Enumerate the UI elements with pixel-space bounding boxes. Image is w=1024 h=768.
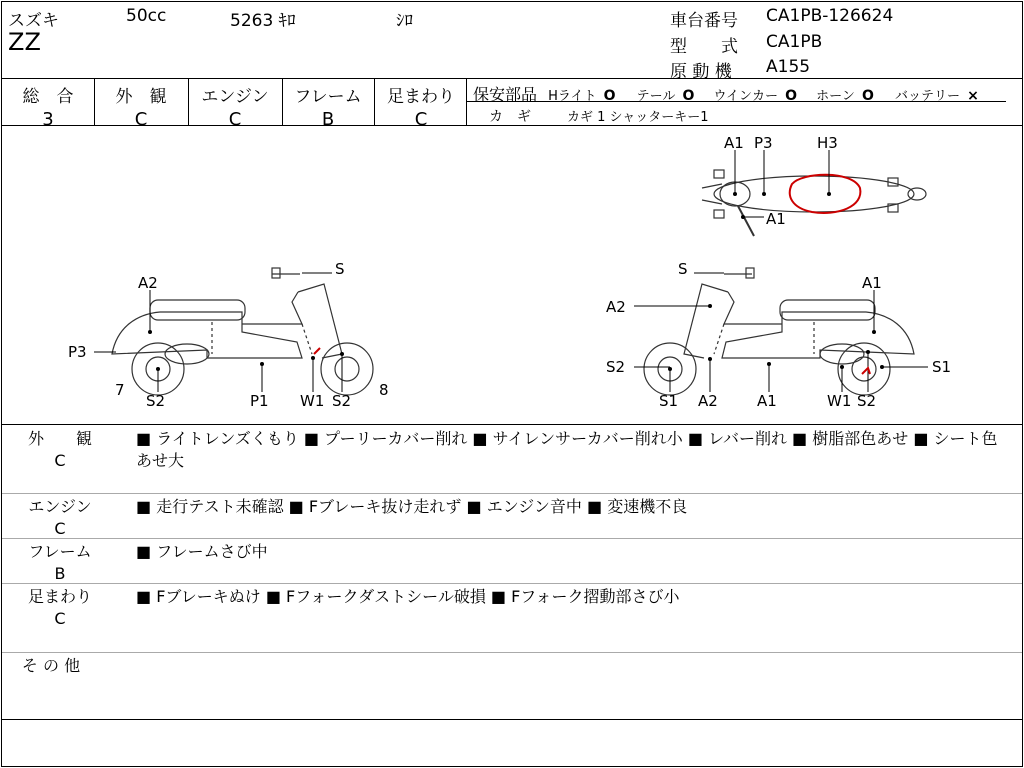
label-p1: P1 [250, 392, 269, 410]
frame-label: フレーム [28, 542, 92, 561]
label-a2: A2 [606, 298, 626, 316]
divider [282, 78, 283, 126]
divider [2, 652, 1022, 653]
taillight-label: テール [636, 89, 676, 104]
label-s: S [335, 260, 345, 278]
scooter-top-view [702, 170, 926, 236]
label-s2: S2 [146, 392, 166, 410]
damage-mark [790, 175, 861, 213]
leader-lines [735, 150, 829, 217]
headlight-label: Hライト [548, 89, 597, 104]
grade-engine-label: エンジン [201, 87, 269, 107]
label-w1: W1 [300, 392, 325, 410]
engine-grade: C [54, 519, 66, 538]
grade-frame-value: B [321, 109, 335, 130]
damage-mark [862, 368, 870, 374]
grade-suspension [378, 82, 464, 130]
key-value: カギ 1 シャッターキー1 [567, 110, 709, 125]
label-s1: S1 [932, 358, 952, 376]
label-s1: S1 [659, 392, 679, 410]
grade-suspension-label: 足まわり [387, 87, 455, 107]
engine-label: 原 動 機 [670, 62, 732, 82]
frame-no: CA1PB-126624 [766, 6, 894, 26]
frame-notes: ■ フレームさび中 [136, 542, 268, 561]
exterior-grade: C [54, 451, 66, 470]
horn-ok-mark: O [862, 88, 874, 104]
marker-dots [668, 304, 884, 371]
exterior-label: 外 観 [27, 429, 92, 448]
label-a1: A1 [724, 134, 744, 152]
battery-ng-mark: × [967, 88, 979, 104]
divider [188, 78, 189, 126]
divider [2, 583, 1022, 584]
model-name: ZZ [8, 28, 41, 56]
exterior-notes: ■ ライトレンズくもり ■ プーリーカバー削れ ■ サイレンサーカバー削れ小 ■ レバー削れ ■ 樹脂部色あせ ■ シート色あせ大 [136, 429, 998, 470]
divider [2, 78, 1022, 79]
label-s: S [678, 260, 688, 278]
label-a1: A1 [766, 210, 786, 228]
mileage: 5263 ｷﾛ [230, 11, 296, 31]
grade-engine [192, 82, 278, 130]
grade-frame [285, 82, 371, 130]
type-value: CA1PB [766, 32, 823, 52]
divider [466, 78, 467, 126]
label-a2: A2 [698, 392, 718, 410]
other-section-label: そ の 他 [21, 656, 81, 675]
divider [2, 424, 1022, 425]
grade-exterior [98, 82, 184, 130]
type-label: 型 式 [670, 37, 738, 57]
safety-label: 保安部品 [473, 85, 538, 104]
safety-parts-row [473, 82, 979, 105]
battery-label: バッテリー [895, 89, 961, 104]
engine-notes: ■ 走行テスト未確認 ■ Fブレーキ抜け走れず ■ エンジン音中 ■ 変速機不良 [136, 497, 688, 516]
label-s2: S2 [857, 392, 877, 410]
headlight-ok-mark: O [603, 88, 616, 104]
damage-mark [314, 348, 320, 354]
winker-label: ウインカー [713, 89, 779, 104]
taillight-ok-mark: O [682, 88, 695, 104]
suspension-label: 足まわり [27, 587, 92, 606]
label-w1: W1 [827, 392, 852, 410]
frame-section-label [2, 541, 118, 585]
label-a1: A1 [862, 274, 882, 292]
divider [94, 78, 95, 126]
divider [2, 538, 1022, 539]
grade-total [5, 82, 91, 130]
divider [2, 719, 1022, 720]
grade-exterior-label: 外 観 [115, 87, 167, 107]
suspension-grade: C [54, 609, 66, 628]
label-7: 7 [115, 381, 125, 399]
marker-dots [148, 330, 344, 371]
winker-ok-mark: O [785, 88, 798, 104]
color: ｼﾛ [396, 11, 413, 31]
label-s2: S2 [606, 358, 626, 376]
label-h3: H3 [817, 134, 838, 152]
label-p3: P3 [68, 343, 87, 361]
inspection-sheet [1, 1, 1023, 767]
label-8: 8 [379, 381, 389, 399]
key-label: カ ギ [489, 109, 531, 125]
grade-engine-value: C [228, 109, 242, 130]
horn-label: ホーン [816, 89, 855, 104]
suspension-notes: ■ Fブレーキぬけ ■ Fフォークダストシール破損 ■ Fフォーク摺動部さび小 [136, 587, 680, 606]
grade-frame-label: フレーム [294, 87, 362, 107]
engine-section-label [2, 496, 118, 540]
engine-value: A155 [766, 57, 811, 77]
displacement: 50cc [126, 6, 167, 26]
frame-no-label: 車台番号 [670, 11, 738, 31]
label-s2: S2 [332, 392, 352, 410]
scooter-diagram [2, 126, 1024, 424]
suspension-section-label [2, 586, 118, 630]
grade-total-label: 総 合 [22, 87, 74, 107]
divider [2, 493, 1022, 494]
divider [374, 78, 375, 126]
label-p3: P3 [754, 134, 773, 152]
label-a2: A2 [138, 274, 158, 292]
grade-exterior-value: C [134, 109, 148, 130]
engine-label: エンジン [28, 497, 92, 516]
maker: スズキ [8, 11, 59, 31]
grade-suspension-value: C [414, 109, 428, 130]
exterior-section-label [2, 428, 118, 472]
label-a1: A1 [757, 392, 777, 410]
frame-grade: B [54, 564, 66, 583]
grade-total-value: 3 [42, 109, 54, 130]
